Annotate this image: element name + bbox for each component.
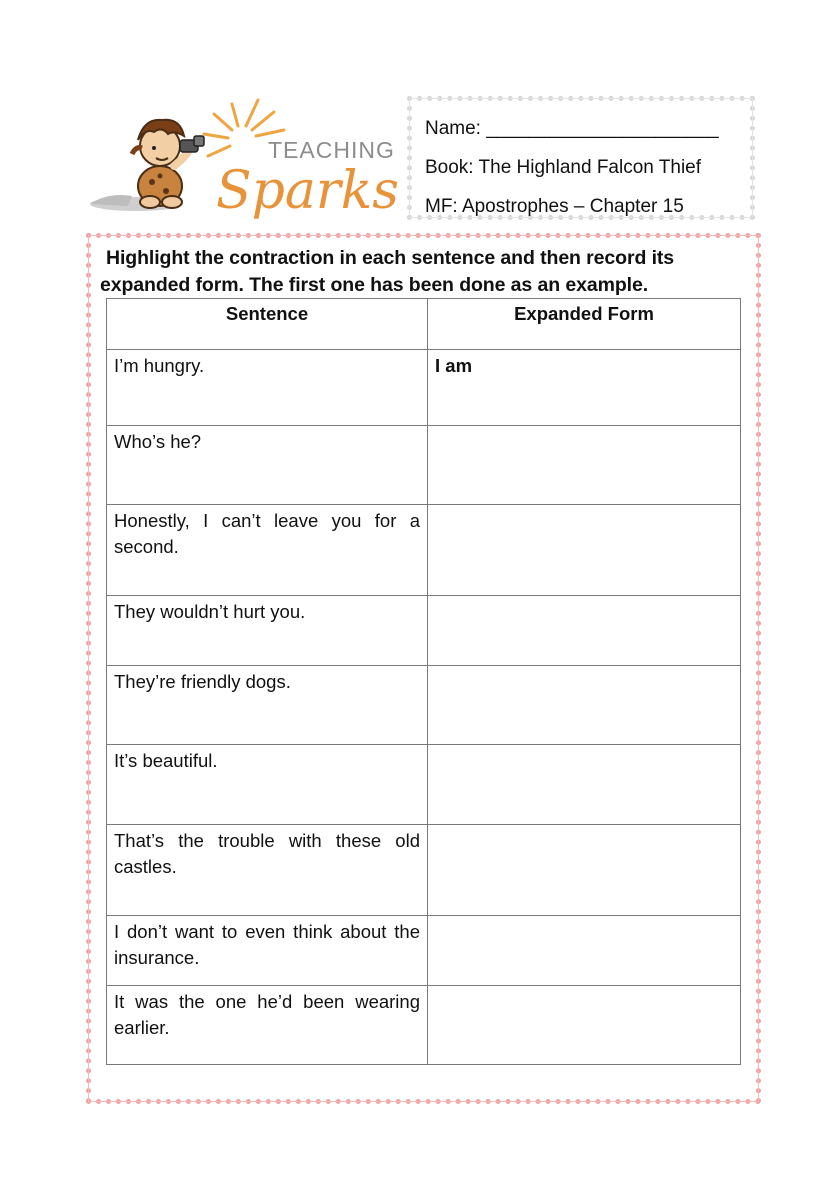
sentence-cell: They wouldn’t hurt you. xyxy=(107,596,428,666)
book-line: Book: The Highland Falcon Thief xyxy=(425,157,702,178)
table-header-row xyxy=(107,299,741,350)
instructions-line-2: expanded form. The first one has been done as an example. xyxy=(100,274,649,296)
table-row xyxy=(107,825,741,916)
expanded-form-cell[interactable] xyxy=(428,916,741,986)
table-row xyxy=(107,666,741,745)
sentence-cell: It was the one he’d been wearing earlier. xyxy=(107,986,428,1065)
contractions-table xyxy=(106,298,741,1065)
table-row xyxy=(107,505,741,596)
sentence-cell: Who’s he? xyxy=(107,426,428,505)
expanded-form-cell[interactable] xyxy=(428,666,741,745)
name-line[interactable]: Name: ______________________ xyxy=(425,118,719,139)
sentence-cell: They’re friendly dogs. xyxy=(107,666,428,745)
expanded-form-cell[interactable] xyxy=(428,745,741,825)
instructions-line-1: Highlight the contraction in each sentence and then record its xyxy=(106,247,675,269)
header-sentence: Sentence xyxy=(107,299,428,350)
expanded-form-cell[interactable] xyxy=(428,505,741,596)
table-row xyxy=(107,916,741,986)
table-row xyxy=(107,596,741,666)
expanded-form-cell[interactable] xyxy=(428,986,741,1065)
expanded-form-cell[interactable]: I am xyxy=(428,350,741,426)
student-info-box xyxy=(407,96,755,220)
focus-line: MF: Apostrophes – Chapter 15 xyxy=(425,196,684,217)
sentence-cell: Honestly, I can’t leave you for a second. xyxy=(107,505,428,596)
table-row xyxy=(107,426,741,505)
expanded-form-cell[interactable] xyxy=(428,825,741,916)
sentence-cell: That’s the trouble with these old castles. xyxy=(107,825,428,916)
table-row xyxy=(107,986,741,1065)
sentence-cell: I’m hungry. xyxy=(107,350,428,426)
logo-graphic xyxy=(88,96,398,226)
expanded-form-cell[interactable] xyxy=(428,596,741,666)
table-row xyxy=(107,350,741,426)
teaching-sparks-logo xyxy=(88,96,398,226)
table-row xyxy=(107,745,741,825)
sentence-cell: I don’t want to even think about the insurance. xyxy=(107,916,428,986)
logo-text-teaching: TEACHING xyxy=(268,137,395,163)
header-expanded-form: Expanded Form xyxy=(428,299,741,350)
sentence-cell: It’s beautiful. xyxy=(107,745,428,825)
instructions xyxy=(100,245,740,299)
logo-text-sparks: Sparks xyxy=(216,161,398,221)
expanded-form-cell[interactable] xyxy=(428,426,741,505)
